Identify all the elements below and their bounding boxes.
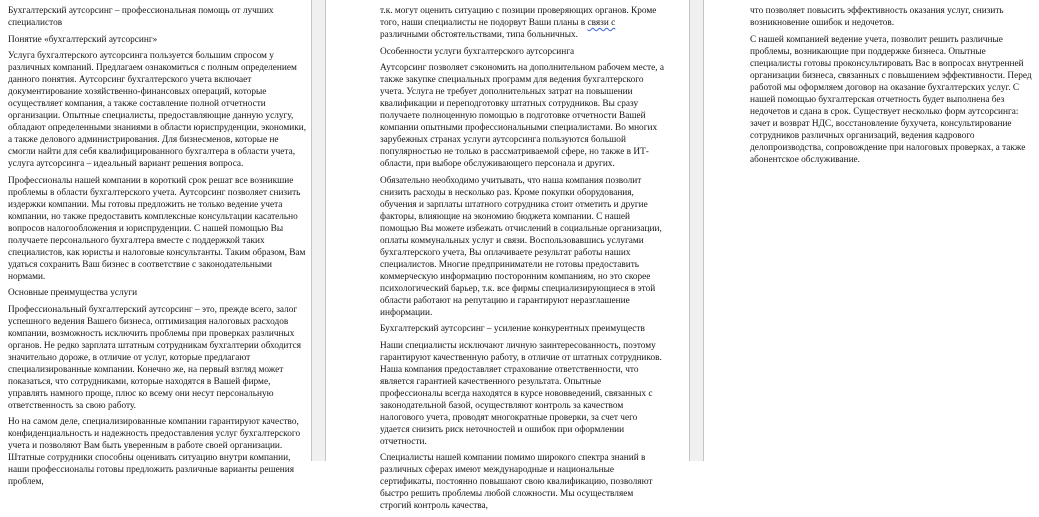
paragraph[interactable]: Обязательно необходимо учитывать, что наша компания позволит снизить расходы в несколько раз. Кроме покупки оборудования, обучения и зарплаты штатного сотрудника стоит отметить и другие факторы, влияющие на экономию бюджета компании. С нашей помощью Вы можете избежать отчислений в социальные организации, оплаты коммунальных услуг и связи. Воспользовавшись услугами бухгалтерского учета, Вы оплачиваете результат работы наших специалистов. Многие предприниматели не готовы предоставить коммерческую информацию посторонним компаниям, но это скорее психологический барьер, т.к. все фирмы специализирующиеся в этой области работают на репутацию и гарантируют неразглашение информации.: [380, 175, 662, 318]
paragraph[interactable]: Профессионалы нашей компании в короткий срок решат все возникшие проблемы в области бухгалтерского учета. Аутсорсинг позволяет снизить издержки компании. Мы готовы предложить не только ведение учета компании, но также предоставить комплексные консультации касательно вопросов налогообложения и юриспруденции. С нашей помощью Вы получаете персонального бухгалтера вместе с поддержкой таких специалистов, как юристы и налоговые консультанты. Таким образом, Вам удаться сохранить Ваш бизнес в соответствие с законодательными нормами.: [8, 175, 306, 282]
document-page-1[interactable]: [0, 0, 311, 487]
paragraph[interactable]: Специалисты нашей компании помимо широкого спектра знаний в различных сферах имеют международные и национальные сертификаты, постоянно повышают свою квалификацию, позволяют быстро решить проблемы любой сложности. Мы осуществляем строгий контроль качества,: [380, 453, 653, 511]
paragraph[interactable]: Услуга бухгалтерского аутсорсинга пользуется большим спросом у различных компаний. Предлагаем ознакомиться с полным определением данного понятия. Аутсорсинг бухгалтерского учета включает документирование хозяйственно-финансовых операций, которые осуществляет компания, а также составление полной отчетности организации. Опытные специалисты, предоставляющие данную услугу, обладают определенными знаниями в области юриспруденции, экономики, а также делового администрирования. Для бизнесменов, которые не смогли найти для себя квалифицированного бухгалтера в области учета, услуга аутсорсинга – идеальный вариант решения вопроса.: [8, 51, 307, 169]
paragraph-text: различными обстоятельствами, типа больничных.: [380, 30, 578, 40]
document-page-3[interactable]: [704, 0, 1039, 461]
document-heading[interactable]: Основные преимущества услуги: [8, 288, 138, 298]
page-gutter: [311, 0, 326, 461]
grammar-flagged-text[interactable]: связи с: [587, 18, 616, 28]
paragraph[interactable]: Наши специалисты исключают личную заинтересованность, поэтому гарантируют качественную работу, в отличие от штатных сотрудников. Наша компания предоставляет страхование ответственности, что является гарантией качественного результата. Опытные профессионалы всегда находятся в курсе нововведений, связанных с законодательной базой, осуществляют контроль за качеством налогового учета, проводят многократные проверки, за счет чего удается снизить риск неточностей и ошибок при оформлении отчетности.: [380, 340, 662, 447]
paragraph[interactable]: Профессиональный бухгалтерский аутсорсинг – это, прежде всего, залог успешного ведения Вашего бизнеса, оптимизация налоговых расходов компании, возможность исключить проблемы при проверках различных органов. Не редко зарплата штатным сотрудникам бухгалтерии обходится значительно дороже, в отличие от услуг, которые предлагают специализированные компании. Конечно же, на первый взгляд может показаться, что сотрудниками, которые находятся в Вашей фирме, управлять намного проще, плюс ко всему они несут персональную ответственность за свою работу.: [8, 304, 301, 411]
page-1-text-column: [8, 5, 308, 493]
paragraph[interactable]: С нашей компанией ведение учета, позволит решить различные проблемы, возникающие при поддержке бизнеса. Опытные специалисты готовы проконсультировать Вас в вопросах внутренней организации бизнеса, связанных с повышением эффективности. Перед работой мы оформляем договор на оказание бухгалтерских услуг. С нашей помощью бухгалтерская отчетность будет выполнена без недочетов и сдана в срок. Существует несколько форм аутсорсинга: зачет и возврат НДС, восстановление бухучета, консультирование сотрудников различных организаций, ведения кадрового делопроизводства, сопровождение при налоговых проверках, а также абонентское обслуживание.: [750, 34, 1032, 165]
document-page-2[interactable]: [326, 0, 689, 511]
paragraph[interactable]: [380, 5, 665, 41]
page-3-text-column: [750, 5, 1033, 170]
document-heading[interactable]: Бухгалтерский аутсорсинг – усиление конкурентных преимуществ: [380, 324, 645, 334]
paragraph[interactable]: что позволяет повысить эффективность оказания услуг, снизить возникновение ошибок и недочетов.: [750, 6, 1004, 28]
document-heading[interactable]: Понятие «бухгалтерский аутсорсинг»: [8, 34, 158, 45]
paragraph[interactable]: Но на самом деле, специализированные компании гарантируют качество, конфиденциальность и надежность предоставления услуг бухгалтерского учета и позволяют Вам быть уверенным в работе своей организации. Штатные сотрудники способны оценивать ситуацию внутри компании, наши профессионалы готовы предложить различные варианты решения проблем,: [8, 417, 301, 487]
document-heading[interactable]: Особенности услуги бухгалтерского аутсорсинга: [380, 46, 575, 57]
document-title-paragraph[interactable]: Бухгалтерский аутсорсинг – профессиональная помощь от лучших специалистов: [8, 6, 274, 28]
paragraph[interactable]: Аутсорсинг позволяет сэкономить на дополнительном рабочем месте, а также закупке специальных программ для ведения бухгалтерского учета. Услуга не требует дополнительных затрат на повышении квалификации и переподготовку штатных сотрудников. Вы сразу получаете полноценную помощью в подготовке отчетности Вашей компании опытными профессиональными специалистами. Во многих зарубежных странах услуги аутсорсинга пользуются большой популярностью не только в рассматриваемой сфере, но также в ИТ-области, при выборе обслуживающего персонала и других.: [380, 63, 665, 169]
paragraph-text: т.к. могут оценить ситуацию с позиции проверяющих органов. Кроме того, наши специалисты не подорвут Ваши планы в: [380, 6, 657, 28]
page-gutter: [689, 0, 704, 461]
page-2-text-column: [380, 5, 665, 517]
